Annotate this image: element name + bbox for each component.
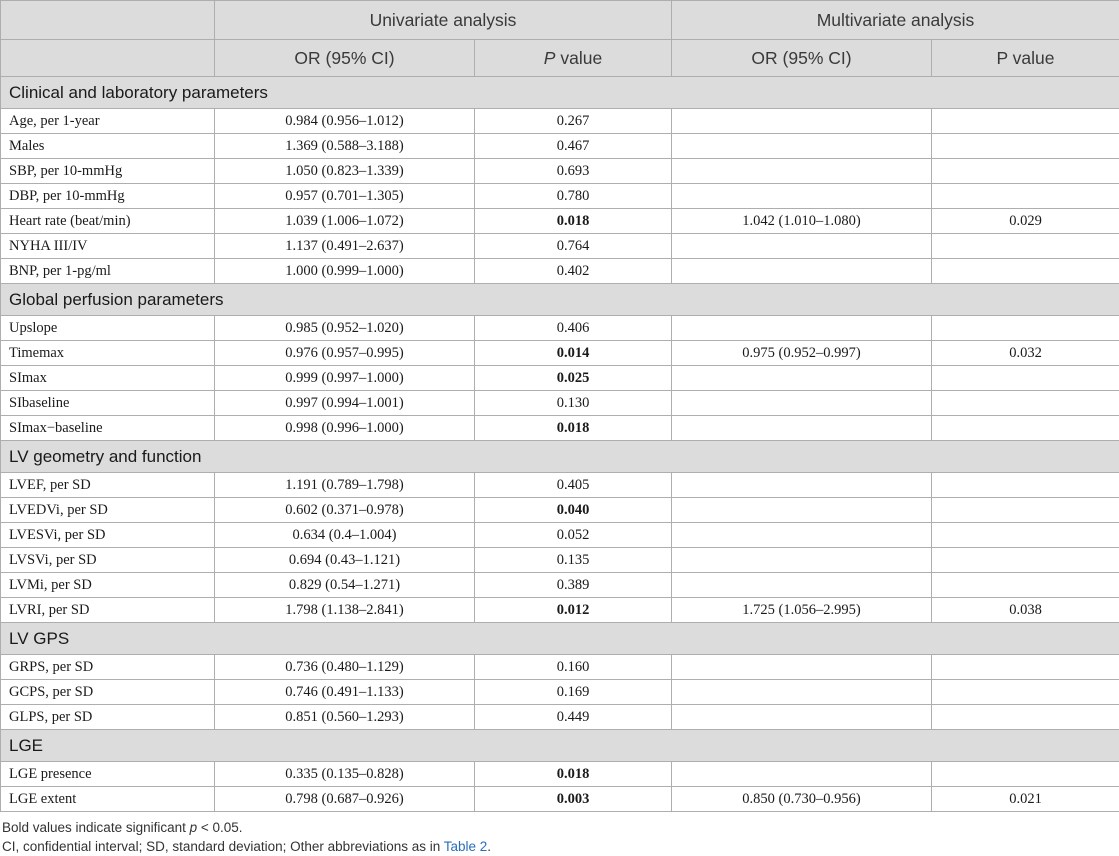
univariate-or: 0.746 (0.491–1.133) — [215, 680, 475, 705]
multivariate-or — [672, 134, 932, 159]
multivariate-or — [672, 498, 932, 523]
univariate-or: 0.999 (0.997–1.000) — [215, 366, 475, 391]
multivariate-or — [672, 705, 932, 730]
table-2-link[interactable]: Table 2 — [443, 839, 488, 854]
univariate-p-value: 0.405 — [475, 473, 672, 498]
table-row — [1, 341, 1119, 366]
table-row — [1, 705, 1119, 730]
univariate-p-value: 0.014 — [475, 341, 672, 366]
multivariate-p-value: 0.032 — [932, 341, 1119, 366]
multivariate-or: 1.042 (1.010–1.080) — [672, 209, 932, 234]
multivariate-or — [672, 473, 932, 498]
section-title: Clinical and laboratory parameters — [1, 77, 1119, 109]
univariate-p-value: 0.018 — [475, 762, 672, 787]
univariate-p-value: 0.449 — [475, 705, 672, 730]
univariate-p-value: 0.267 — [475, 109, 672, 134]
multivariate-p-value — [932, 259, 1119, 284]
multivariate-or: 0.975 (0.952–0.997) — [672, 341, 932, 366]
header-multivariate: Multivariate analysis — [672, 1, 1119, 40]
univariate-or: 1.137 (0.491–2.637) — [215, 234, 475, 259]
table-row — [1, 598, 1119, 623]
multivariate-p-value — [932, 234, 1119, 259]
multivariate-or — [672, 159, 932, 184]
multivariate-p-value — [932, 391, 1119, 416]
section-title: LGE — [1, 730, 1119, 762]
multivariate-or — [672, 573, 932, 598]
table-row — [1, 134, 1119, 159]
table-row — [1, 762, 1119, 787]
multivariate-p-value — [932, 548, 1119, 573]
header-uni-p — [475, 40, 672, 77]
univariate-p-value: 0.025 — [475, 366, 672, 391]
univariate-p-value: 0.018 — [475, 209, 672, 234]
table-row — [1, 209, 1119, 234]
multivariate-p-value — [932, 498, 1119, 523]
parameter-name: LGE extent — [1, 787, 215, 812]
univariate-or: 0.736 (0.480–1.129) — [215, 655, 475, 680]
multivariate-p-value — [932, 473, 1119, 498]
univariate-or: 0.957 (0.701–1.305) — [215, 184, 475, 209]
multivariate-or — [672, 366, 932, 391]
parameter-name: NYHA III/IV — [1, 234, 215, 259]
parameter-name: SIbaseline — [1, 391, 215, 416]
header-uni-p-italic: P — [543, 47, 556, 68]
header-multi-p: P value — [932, 40, 1119, 77]
parameter-name: DBP, per 10-mmHg — [1, 184, 215, 209]
univariate-p-value: 0.130 — [475, 391, 672, 416]
univariate-or: 1.191 (0.789–1.798) — [215, 473, 475, 498]
multivariate-p-value — [932, 523, 1119, 548]
table-row — [1, 573, 1119, 598]
univariate-p-value: 0.467 — [475, 134, 672, 159]
multivariate-or: 1.725 (1.056–2.995) — [672, 598, 932, 623]
table-row — [1, 234, 1119, 259]
parameter-name: Timemax — [1, 341, 215, 366]
table-row — [1, 109, 1119, 134]
table-row — [1, 655, 1119, 680]
table-row — [1, 548, 1119, 573]
section-header-row — [1, 77, 1119, 109]
univariate-or: 0.997 (0.994–1.001) — [215, 391, 475, 416]
multivariate-or — [672, 184, 932, 209]
univariate-p-value: 0.040 — [475, 498, 672, 523]
univariate-or: 1.050 (0.823–1.339) — [215, 159, 475, 184]
univariate-or: 0.694 (0.43–1.121) — [215, 548, 475, 573]
multivariate-p-value — [932, 134, 1119, 159]
univariate-p-value: 0.406 — [475, 316, 672, 341]
univariate-p-value: 0.052 — [475, 523, 672, 548]
multivariate-p-value — [932, 366, 1119, 391]
univariate-or: 0.998 (0.996–1.000) — [215, 416, 475, 441]
parameter-name: LVESVi, per SD — [1, 523, 215, 548]
univariate-or: 0.602 (0.371–0.978) — [215, 498, 475, 523]
section-title: Global perfusion parameters — [1, 284, 1119, 316]
table-row — [1, 366, 1119, 391]
footnote-abbreviations — [2, 839, 491, 854]
parameter-name: SImax−baseline — [1, 416, 215, 441]
parameter-name: LVEF, per SD — [1, 473, 215, 498]
multivariate-or — [672, 762, 932, 787]
table-body — [1, 77, 1119, 812]
parameter-name: LVRI, per SD — [1, 598, 215, 623]
multivariate-or — [672, 234, 932, 259]
multivariate-or — [672, 316, 932, 341]
multivariate-p-value — [932, 573, 1119, 598]
table-header — [1, 1, 1119, 77]
univariate-p-value: 0.764 — [475, 234, 672, 259]
footnote-1-suffix: < 0.05. — [197, 820, 243, 835]
multivariate-p-value: 0.029 — [932, 209, 1119, 234]
univariate-or: 1.798 (1.138–2.841) — [215, 598, 475, 623]
univariate-or: 0.976 (0.957–0.995) — [215, 341, 475, 366]
multivariate-or — [672, 109, 932, 134]
multivariate-p-value — [932, 680, 1119, 705]
header-uni-or: OR (95% CI) — [215, 40, 475, 77]
univariate-or: 0.798 (0.687–0.926) — [215, 787, 475, 812]
univariate-p-value: 0.012 — [475, 598, 672, 623]
univariate-p-value: 0.389 — [475, 573, 672, 598]
table-row — [1, 680, 1119, 705]
multivariate-p-value: 0.038 — [932, 598, 1119, 623]
parameter-name: LVMi, per SD — [1, 573, 215, 598]
header-multi-or: OR (95% CI) — [672, 40, 932, 77]
univariate-p-value: 0.169 — [475, 680, 672, 705]
multivariate-p-value — [932, 316, 1119, 341]
parameter-name: LVEDVi, per SD — [1, 498, 215, 523]
table-row — [1, 184, 1119, 209]
table-row — [1, 316, 1119, 341]
footnote-2-suffix: . — [487, 839, 492, 854]
univariate-p-value: 0.160 — [475, 655, 672, 680]
table-row — [1, 473, 1119, 498]
table-row — [1, 391, 1119, 416]
multivariate-p-value: 0.021 — [932, 787, 1119, 812]
multivariate-p-value — [932, 159, 1119, 184]
univariate-or: 0.985 (0.952–1.020) — [215, 316, 475, 341]
footnote-1-prefix: Bold values indicate significant — [2, 820, 190, 835]
parameter-name: LVSVi, per SD — [1, 548, 215, 573]
table-row — [1, 498, 1119, 523]
parameter-name: GCPS, per SD — [1, 680, 215, 705]
parameter-name: Age, per 1-year — [1, 109, 215, 134]
footnote-significance — [2, 820, 243, 835]
multivariate-p-value — [932, 705, 1119, 730]
section-header-row — [1, 730, 1119, 762]
multivariate-or — [672, 259, 932, 284]
parameter-name: Upslope — [1, 316, 215, 341]
univariate-p-value: 0.003 — [475, 787, 672, 812]
univariate-or: 1.369 (0.588–3.188) — [215, 134, 475, 159]
multivariate-or — [672, 391, 932, 416]
univariate-or: 1.039 (1.006–1.072) — [215, 209, 475, 234]
header-blank-cell — [1, 1, 215, 40]
parameter-name: GLPS, per SD — [1, 705, 215, 730]
univariate-or: 0.851 (0.560–1.293) — [215, 705, 475, 730]
footnote-1-italic: p — [189, 820, 198, 835]
multivariate-or — [672, 523, 932, 548]
univariate-p-value: 0.018 — [475, 416, 672, 441]
univariate-p-value: 0.780 — [475, 184, 672, 209]
table-row — [1, 259, 1119, 284]
parameter-name: Heart rate (beat/min) — [1, 209, 215, 234]
header-blank-cell — [1, 40, 215, 77]
multivariate-p-value — [932, 762, 1119, 787]
univariate-or: 0.829 (0.54–1.271) — [215, 573, 475, 598]
footnote-2-prefix: CI, confidential interval; SD, standard deviation; Other abbreviations as in — [2, 839, 444, 854]
multivariate-or — [672, 548, 932, 573]
table-row — [1, 159, 1119, 184]
parameter-name: SBP, per 10-mmHg — [1, 159, 215, 184]
section-header-row — [1, 284, 1119, 316]
table-row — [1, 523, 1119, 548]
multivariate-or: 0.850 (0.730–0.956) — [672, 787, 932, 812]
section-title: LV geometry and function — [1, 441, 1119, 473]
multivariate-or — [672, 655, 932, 680]
parameter-name: SImax — [1, 366, 215, 391]
parameter-name: BNP, per 1-pg/ml — [1, 259, 215, 284]
header-uni-p-suffix: value — [555, 47, 603, 68]
univariate-or: 0.335 (0.135–0.828) — [215, 762, 475, 787]
section-title: LV GPS — [1, 623, 1119, 655]
multivariate-p-value — [932, 655, 1119, 680]
multivariate-or — [672, 680, 932, 705]
multivariate-or — [672, 416, 932, 441]
multivariate-p-value — [932, 416, 1119, 441]
header-univariate: Univariate analysis — [215, 1, 672, 40]
univariate-or: 1.000 (0.999–1.000) — [215, 259, 475, 284]
parameter-name: LGE presence — [1, 762, 215, 787]
univariate-p-value: 0.135 — [475, 548, 672, 573]
univariate-p-value: 0.402 — [475, 259, 672, 284]
univariate-or: 0.984 (0.956–1.012) — [215, 109, 475, 134]
univariate-p-value: 0.693 — [475, 159, 672, 184]
multivariate-p-value — [932, 109, 1119, 134]
table-row — [1, 787, 1119, 812]
parameter-name: GRPS, per SD — [1, 655, 215, 680]
univariate-or: 0.634 (0.4–1.004) — [215, 523, 475, 548]
parameter-name: Males — [1, 134, 215, 159]
section-header-row — [1, 441, 1119, 473]
multivariate-p-value — [932, 184, 1119, 209]
table-row — [1, 416, 1119, 441]
section-header-row — [1, 623, 1119, 655]
